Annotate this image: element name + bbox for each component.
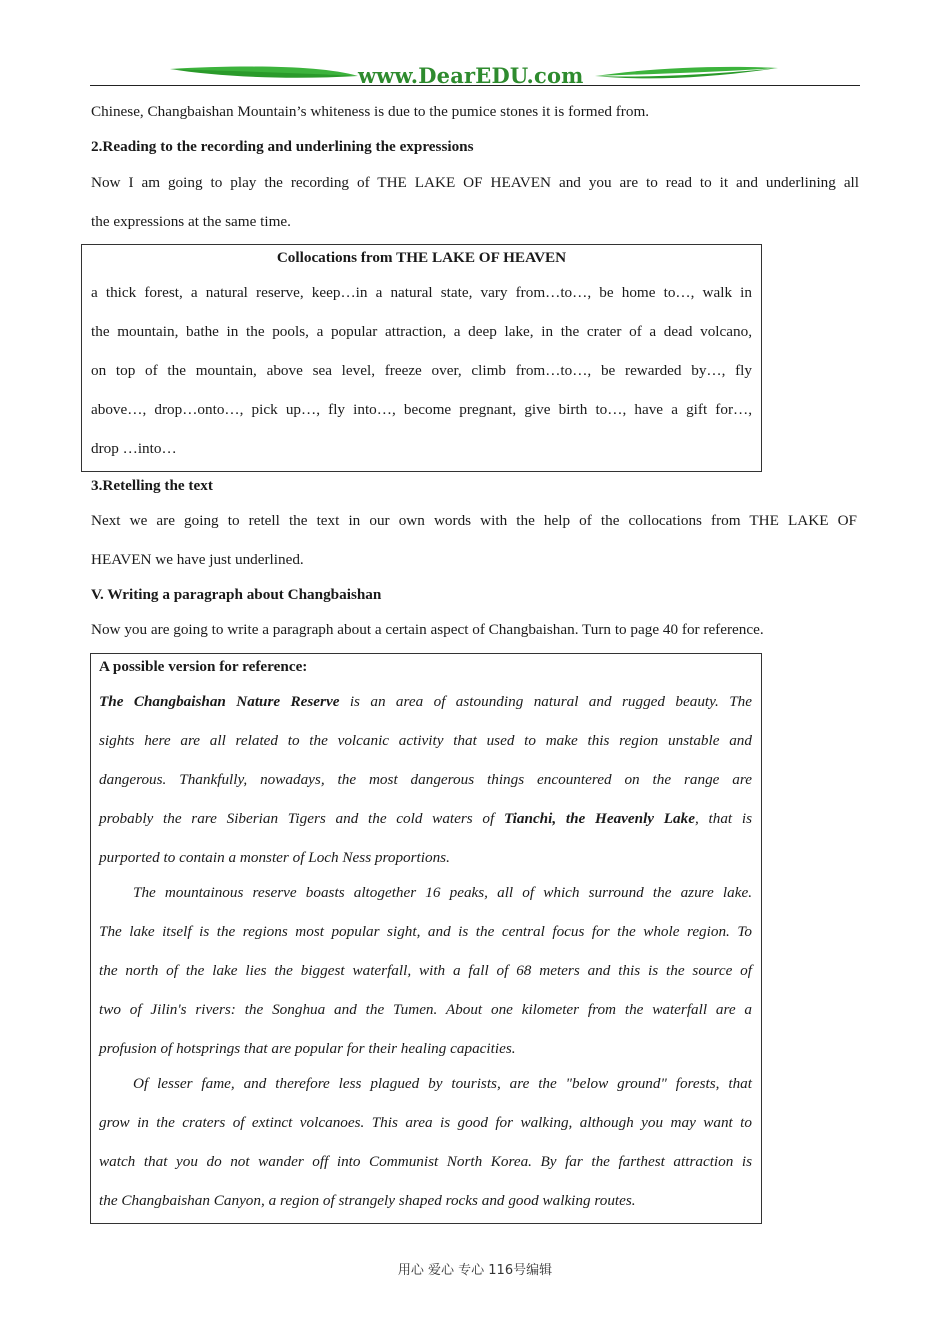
section5-heading: V. Writing a paragraph about Changbaishan bbox=[91, 586, 382, 603]
collocations-line: drop …into… bbox=[91, 440, 177, 457]
section3-text-line2: HEAVEN we have just underlined. bbox=[91, 551, 304, 568]
section2-heading: 2.Reading to the recording and underlining the expressions bbox=[91, 138, 474, 155]
reference-line: The lake itself is the regions most popular sight, and is the central focus for the whole region. To bbox=[99, 923, 752, 940]
reserve-name: The Changbaishan Nature Reserve bbox=[99, 693, 340, 710]
page-header bbox=[90, 60, 860, 90]
section5-text: Now you are going to write a paragraph about a certain aspect of Changbaishan. Turn to page 40 for reference. bbox=[91, 621, 764, 638]
reference-line: grow in the craters of extinct volcanoes. This area is good for walking, although you may want to bbox=[99, 1114, 752, 1131]
collocations-line: the mountain, bathe in the pools, a popular attraction, a deep lake, in the crater of a dead volcano, bbox=[91, 323, 752, 340]
reference-line: the Changbaishan Canyon, a region of strangely shaped rocks and good walking routes. bbox=[99, 1192, 636, 1209]
reference-line: profusion of hotsprings that are popular for their healing capacities. bbox=[99, 1040, 516, 1057]
site-logo-text: www.DearEDU.com bbox=[358, 63, 584, 88]
reference-line: the north of the lake lies the biggest waterfall, with a fall of 68 meters and this is the source of bbox=[99, 962, 752, 979]
reference-line: The Changbaishan Nature Reserve is an area of astounding natural and rugged beauty. The bbox=[99, 693, 753, 710]
reference-line: purported to contain a monster of Loch Ness proportions. bbox=[99, 849, 450, 866]
reference-line: Of lesser fame, and therefore less plagued by tourists, are the "below ground" forests, that bbox=[133, 1075, 752, 1092]
reference-line: two of Jilin's rivers: the Songhua and the Tumen. About one kilometer from the waterfall are a bbox=[99, 1001, 752, 1018]
section3-text-line1: Next we are going to retell the text in our own words with the help of the collocations from THE LAKE OF bbox=[91, 512, 857, 529]
reference-line: sights here are all related to the volcanic activity that used to make this region unstable and bbox=[99, 732, 752, 749]
lake-name: Tianchi, the Heavenly Lake bbox=[503, 810, 695, 827]
reference-line: dangerous. Thankfully, nowadays, the most dangerous things encountered on the range are bbox=[99, 771, 752, 788]
collocations-line: on top of the mountain, above sea level, freeze over, climb from…to…, be rewarded by…, fly bbox=[91, 362, 752, 379]
page-footer: 用心 爱心 专心 116号编辑 bbox=[397, 1263, 553, 1278]
collocations-title: Collocations from THE LAKE OF HEAVEN bbox=[276, 249, 567, 266]
section3-heading: 3.Retelling the text bbox=[91, 477, 213, 494]
collocations-line: a thick forest, a natural reserve, keep…in a natural state, vary from…to…, be home to…, walk in bbox=[91, 284, 752, 301]
intro-line: Chinese, Changbaishan Mountain’s whiteness is due to the pumice stones it is formed from. bbox=[91, 103, 650, 120]
reference-heading: A possible version for reference: bbox=[99, 658, 308, 675]
reference-line: probably the rare Siberian Tigers and the cold waters of Tianchi, the Heavenly Lake, that is bbox=[99, 810, 752, 827]
header-divider bbox=[90, 85, 860, 86]
reference-line: The mountainous reserve boasts altogether 16 peaks, all of which surround the azure lake. bbox=[133, 884, 752, 901]
reference-line: watch that you do not wander off into Communist North Korea. By far the farthest attraction is bbox=[99, 1153, 752, 1170]
collocations-box bbox=[81, 244, 762, 472]
reference-version-box bbox=[90, 653, 762, 1224]
section2-text-line1: Now I am going to play the recording of THE LAKE OF HEAVEN and you are to read to it and underlining all bbox=[91, 174, 859, 191]
section2-text-line2: the expressions at the same time. bbox=[91, 213, 291, 230]
collocations-line: above…, drop…onto…, pick up…, fly into…, become pregnant, give birth to…, have a gift for…, bbox=[91, 401, 752, 418]
